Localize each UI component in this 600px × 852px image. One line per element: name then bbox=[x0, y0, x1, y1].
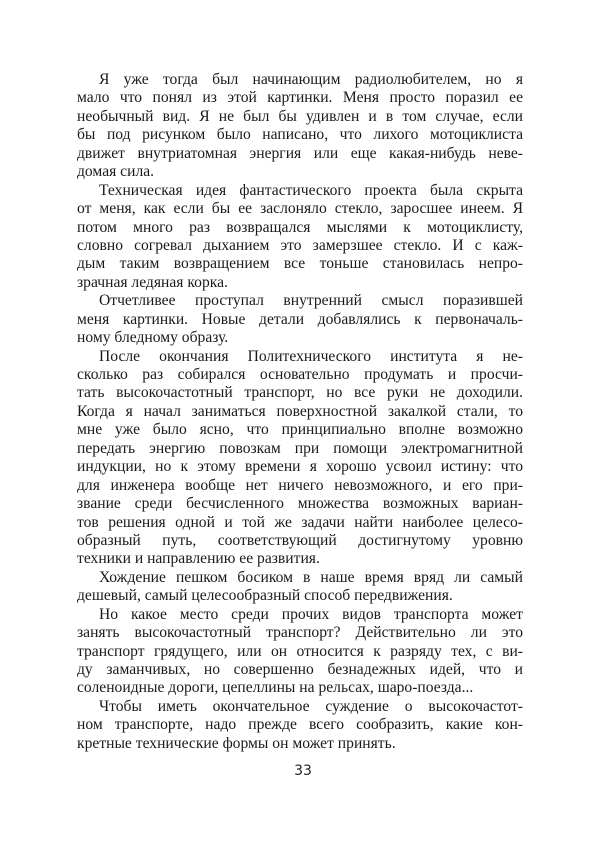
text-line: Техническая идея фантастического проекта была скрыта bbox=[99, 181, 523, 199]
paragraph bbox=[77, 292, 523, 347]
text-line: ном транспорте, надо прежде всего сообразить, какие кон- bbox=[77, 716, 523, 734]
text-line: потом много раз возвращался мыслями к мотоциклисту, bbox=[77, 218, 523, 236]
page-number: 33 bbox=[294, 763, 312, 779]
page-body bbox=[77, 71, 523, 753]
text-line: Хождение пешком босиком в наше время вряд ли самый bbox=[99, 568, 523, 586]
text-line: зрачная ледяная корка. bbox=[77, 273, 228, 291]
text-line: После окончания Политехнического института я не- bbox=[99, 347, 523, 365]
paragraph bbox=[77, 182, 523, 293]
paragraph bbox=[77, 569, 523, 606]
text-line: дым таким возвращением все тоньше становилась непро- bbox=[77, 255, 523, 273]
text-line: индукции, но к этому времени я хорошо усвоил истину: что bbox=[77, 458, 523, 476]
text-line: Чтобы иметь окончательное суждение о высокочастот- bbox=[99, 697, 523, 715]
text-line: словно согревал дыханием это замерзшее стекло. И с каж- bbox=[77, 236, 523, 254]
paragraph bbox=[77, 606, 523, 698]
text-line: мало что понял из этой картинки. Меня просто поразил ее bbox=[77, 89, 523, 107]
text-line: передать энергию повозкам при помощи электромагнитной bbox=[77, 439, 523, 457]
text-line: кретные технические формы он может принять. bbox=[77, 734, 396, 752]
text-line: соленоидные дороги, цепеллины на рельсах, шаро-поезда... bbox=[77, 679, 474, 697]
text-line: транспорт грядущего, или он относится к разряду тех, с ви- bbox=[77, 642, 523, 660]
paragraph bbox=[77, 348, 523, 569]
paragraph bbox=[77, 698, 523, 753]
text-line: дешевый, самый целесообразный способ передвижения. bbox=[77, 587, 453, 605]
text-line: движет внутриатомная энергия или еще какая-нибудь неве- bbox=[77, 144, 523, 162]
text-line: домая сила. bbox=[77, 163, 155, 181]
text-line: занять высокочастотный транспорт? Действительно ли это bbox=[77, 624, 523, 642]
text-line: меня картинки. Новые детали добавлялись к первоначаль- bbox=[77, 310, 523, 328]
text-line: бы под рисунком было написано, что лихого мотоциклиста bbox=[77, 126, 523, 144]
text-line: Я уже тогда был начинающим радиолюбителем, но я bbox=[99, 71, 523, 88]
text-line: ному бледному образу. bbox=[77, 329, 229, 347]
text-line: сколько раз собирался основательно продумать и просчи- bbox=[77, 366, 523, 383]
text-line: мне уже было ясно, что принципиально вполне возможно bbox=[77, 421, 523, 439]
text-line: ду заманчивых, но совершенно безнадежных идей, что и bbox=[77, 661, 523, 678]
text-line: от меня, как если бы ее заслоняло стекло, заросшее инеем. Я bbox=[77, 200, 523, 218]
text-line: звание среди бесчисленного множества возможных вариан- bbox=[77, 495, 523, 513]
text-line: для инженера вообще нет ничего невозможного, и его при- bbox=[77, 476, 523, 494]
text-line: тать высокочастотный транспорт, но все руки не доходили. bbox=[77, 384, 523, 402]
text-line: образный путь, соответствующий достигнутому уровню bbox=[77, 531, 523, 549]
text-line: Но какое место среди прочих видов транспорта может bbox=[99, 605, 523, 623]
text-line: тов решения одной и той же задачи найти наиболее целесо- bbox=[77, 513, 523, 531]
text-line: Отчетливее проступал внутренний смысл поразившей bbox=[99, 292, 523, 310]
text-line: техники и направлению ее развития. bbox=[77, 550, 320, 568]
text-line: Когда я начал заниматься поверхностной закалкой стали, то bbox=[77, 402, 523, 420]
paragraph bbox=[77, 71, 523, 182]
text-line: необычный вид. Я не был бы удивлен и в том случае, если bbox=[77, 107, 523, 125]
